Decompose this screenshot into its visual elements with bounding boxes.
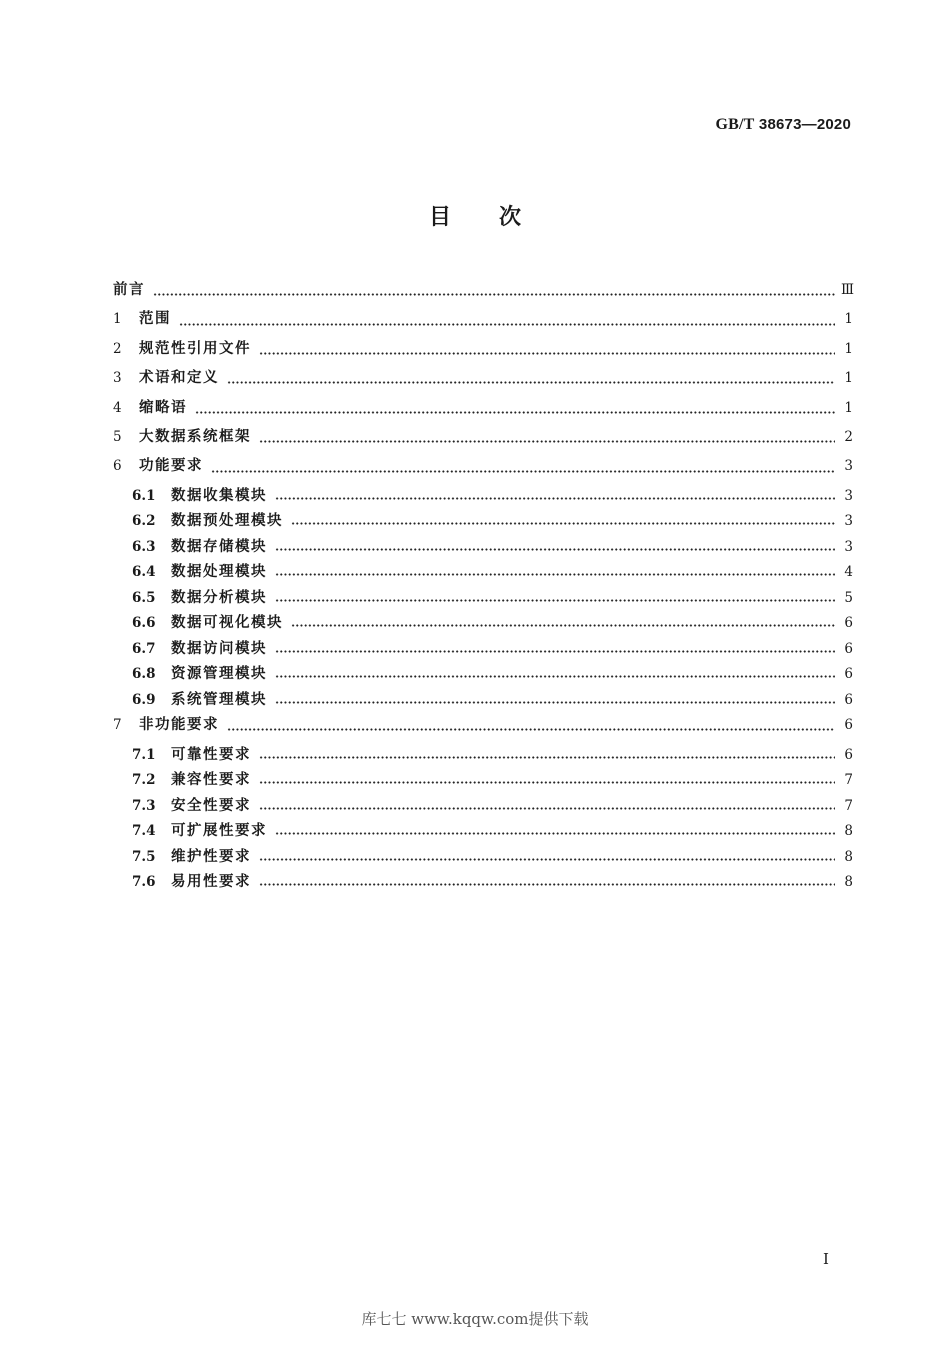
toc-entry-number: 1 <box>113 311 122 328</box>
toc-entry-label: 数据收集模块 <box>171 487 267 504</box>
toc-entry-page: 3 <box>844 538 853 555</box>
toc-entry-label: 数据预处理模块 <box>171 513 283 530</box>
toc-entry-number: 7.5 <box>132 848 156 865</box>
toc-entry-page: 8 <box>844 874 853 891</box>
toc-entry[interactable] <box>113 819 853 845</box>
toc-entry-page: 1 <box>844 340 853 357</box>
toc-entry-number: 6.6 <box>132 615 156 632</box>
dot-leader <box>259 756 835 759</box>
page-title: 目次 <box>428 205 569 230</box>
dot-leader <box>259 440 835 443</box>
toc-entry[interactable] <box>113 337 853 366</box>
toc-entry-number: 3 <box>113 370 122 387</box>
toc-entry[interactable] <box>113 794 853 820</box>
dot-leader <box>153 293 835 296</box>
dot-leader <box>275 599 835 602</box>
toc-entry[interactable] <box>113 278 853 307</box>
dot-leader <box>275 650 835 653</box>
toc-entry[interactable] <box>113 743 853 769</box>
toc-entry[interactable] <box>113 425 853 454</box>
toc-entry-page: 7 <box>844 797 853 814</box>
toc-entry-label: 数据访问模块 <box>171 640 267 657</box>
dot-leader <box>259 858 835 861</box>
toc-entry-number: 7.2 <box>132 772 156 789</box>
toc-entry-label: 数据处理模块 <box>171 564 267 581</box>
toc-entry[interactable] <box>113 396 853 425</box>
toc-entry-label: 资源管理模块 <box>171 666 267 683</box>
standard-number: 38673—2020 <box>758 116 851 133</box>
toc-entry-page: 3 <box>844 487 853 504</box>
dot-leader <box>275 573 835 576</box>
toc-entry-page: 4 <box>844 564 853 581</box>
toc-entry-label: 非功能要求 <box>139 717 219 734</box>
dot-leader <box>291 522 835 525</box>
dot-leader <box>275 675 835 678</box>
toc-entry-label: 数据分析模块 <box>171 589 267 606</box>
dot-leader <box>211 470 835 473</box>
dot-leader <box>227 381 835 384</box>
dot-leader <box>259 352 835 355</box>
toc-entry-number: 6 <box>113 458 122 475</box>
toc-entry-page: 1 <box>844 399 853 416</box>
toc-entry-label: 数据可视化模块 <box>171 615 283 632</box>
toc-entry-page: Ⅲ <box>841 282 855 298</box>
toc-entry-number: 6.4 <box>132 564 156 581</box>
dot-leader <box>259 781 835 784</box>
toc-entry-number: 7.3 <box>132 797 156 814</box>
toc-entry-page: 6 <box>844 615 853 632</box>
toc-entry-label: 前言 <box>113 282 145 298</box>
toc-entry[interactable] <box>113 586 853 612</box>
toc-entry-number: 7.4 <box>132 823 156 840</box>
toc-entry-number: 6.3 <box>132 538 156 555</box>
download-source-note: 库七七 www.kqqw.com提供下载 <box>361 1310 589 1328</box>
toc-entry[interactable] <box>113 484 853 510</box>
toc-entry[interactable] <box>113 870 853 896</box>
toc-entry-number: 7 <box>113 717 122 734</box>
toc-entry-page: 2 <box>844 428 853 445</box>
page-number: I <box>823 1250 829 1268</box>
toc-entry-label: 安全性要求 <box>171 797 251 814</box>
toc-entry-number: 2 <box>113 340 122 357</box>
toc-entry[interactable] <box>113 713 853 742</box>
toc-entry-page: 7 <box>844 772 853 789</box>
toc-entry-label: 数据存储模块 <box>171 538 267 555</box>
toc-entry-number: 7.6 <box>132 874 156 891</box>
toc-entry-label: 兼容性要求 <box>171 772 251 789</box>
toc-entry-page: 3 <box>844 513 853 530</box>
dot-leader <box>259 807 835 810</box>
toc-entry[interactable] <box>113 366 853 395</box>
dot-leader <box>259 883 835 886</box>
dot-leader <box>275 832 835 835</box>
toc-entry-number: 4 <box>113 399 122 416</box>
toc-entry-label: 可扩展性要求 <box>171 823 267 840</box>
standard-code <box>715 116 851 134</box>
toc-entry-page: 5 <box>844 589 853 606</box>
toc-entry-number: 7.1 <box>132 746 156 763</box>
toc-entry-label: 维护性要求 <box>171 848 251 865</box>
toc-entry-label: 缩略语 <box>139 399 187 416</box>
toc-entry[interactable] <box>113 611 853 637</box>
toc-entry-page: 6 <box>844 691 853 708</box>
toc-entry-label: 系统管理模块 <box>171 691 267 708</box>
toc-entry-page: 3 <box>844 458 853 475</box>
toc-entry-label: 功能要求 <box>139 458 203 475</box>
toc-entry-label: 大数据系统框架 <box>139 428 251 445</box>
toc-entry[interactable] <box>113 560 853 586</box>
dot-leader <box>179 323 835 326</box>
toc-entry-label: 规范性引用文件 <box>139 340 251 357</box>
toc-entry[interactable] <box>113 845 853 871</box>
toc-entry[interactable] <box>113 688 853 714</box>
toc-entry-page: 1 <box>844 311 853 328</box>
dot-leader <box>275 497 835 500</box>
dot-leader <box>195 411 835 414</box>
toc-entry-page: 6 <box>844 746 853 763</box>
table-of-contents <box>113 278 853 896</box>
toc-entry[interactable] <box>113 509 853 535</box>
toc-entry-number: 6.1 <box>132 487 156 504</box>
toc-entry[interactable] <box>113 307 853 336</box>
toc-entry-number: 6.7 <box>132 640 156 657</box>
toc-entry-label: 术语和定义 <box>139 370 219 387</box>
toc-entry[interactable] <box>113 637 853 663</box>
toc-entry-label: 可靠性要求 <box>171 746 251 763</box>
dot-leader <box>275 701 835 704</box>
toc-entry-number: 6.2 <box>132 513 156 530</box>
toc-entry-number: 6.9 <box>132 691 156 708</box>
dot-leader <box>227 728 835 731</box>
toc-entry[interactable] <box>113 535 853 561</box>
toc-entry-page: 6 <box>844 666 853 683</box>
toc-entry-page: 8 <box>844 823 853 840</box>
standard-prefix: GB/T <box>715 116 755 133</box>
toc-entry-label: 易用性要求 <box>171 874 251 891</box>
toc-entry-page: 8 <box>844 848 853 865</box>
toc-entry-page: 6 <box>844 717 853 734</box>
toc-entry[interactable] <box>113 454 853 483</box>
dot-leader <box>291 624 835 627</box>
dot-leader <box>275 548 835 551</box>
toc-entry[interactable] <box>113 662 853 688</box>
toc-entry-number: 5 <box>113 428 122 445</box>
toc-entry-number: 6.8 <box>132 666 156 683</box>
toc-entry-label: 范围 <box>139 311 171 328</box>
toc-entry[interactable] <box>113 768 853 794</box>
toc-entry-number: 6.5 <box>132 589 156 606</box>
toc-entry-page: 6 <box>844 640 853 657</box>
toc-entry-page: 1 <box>844 370 853 387</box>
